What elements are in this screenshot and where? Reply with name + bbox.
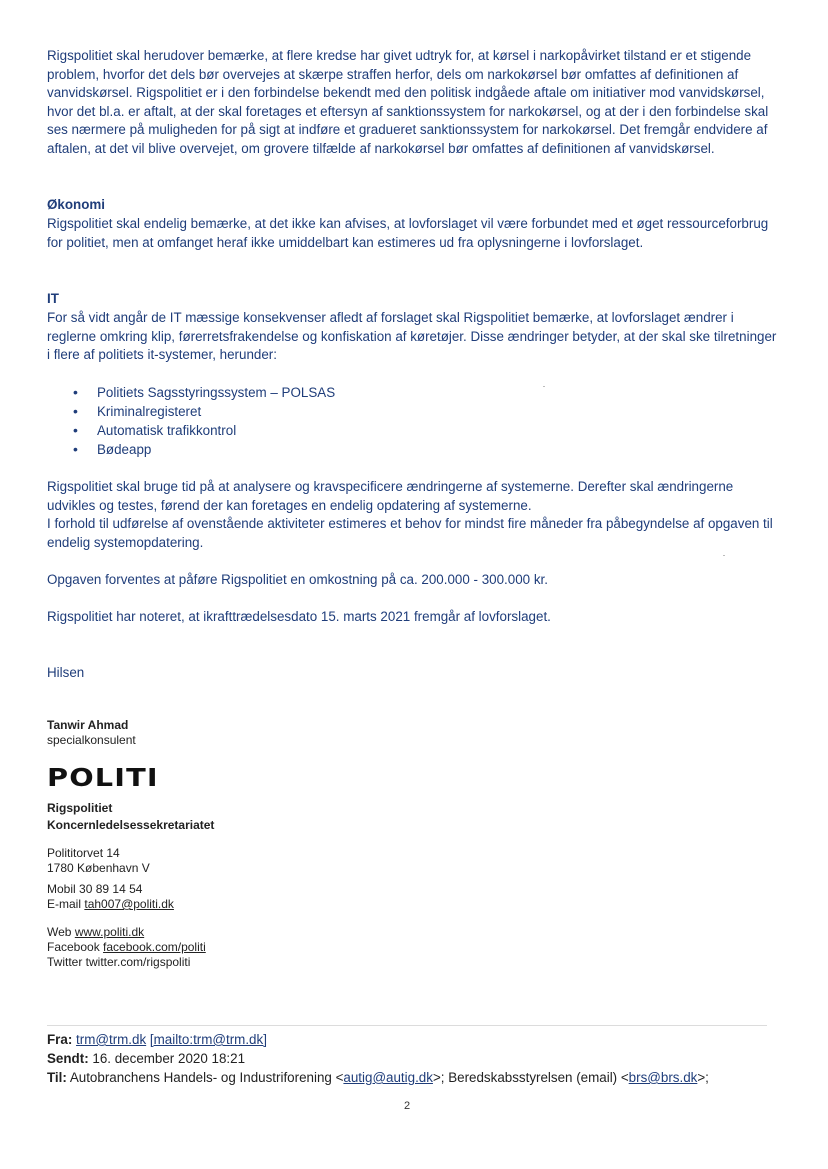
to-email-link-2[interactable]: brs@brs.dk — [628, 1070, 698, 1085]
heading-it: IT — [47, 291, 59, 306]
scan-speck — [543, 386, 545, 387]
signature-department: Koncernledelsessekretariatet — [47, 818, 215, 832]
paragraph-cost: Opgaven forventes at påføre Rigspolitiet en omkostning på ca. 200.000 - 300.000 kr. — [47, 572, 548, 587]
from-email-link[interactable]: trm@trm.dk — [76, 1032, 147, 1047]
list-item: • Politiets Sagsstyringssystem – POLSAS — [47, 383, 335, 402]
signature-web: Web www.politi.dk — [47, 925, 145, 939]
web-link[interactable]: www.politi.dk — [74, 925, 145, 939]
signature-facebook: Facebook facebook.com/politi — [47, 940, 206, 954]
signature-address-street: Polititorvet 14 — [47, 846, 120, 860]
from-mailto-link[interactable]: [mailto:trm@trm.dk] — [149, 1032, 267, 1047]
signature-twitter: Twitter twitter.com/rigspoliti — [47, 955, 191, 969]
email-from: Fra: trm@trm.dk [mailto:trm@trm.dk] — [47, 1032, 267, 1047]
email-link[interactable]: tah007@politi.dk — [84, 897, 174, 911]
paragraph-it: For så vidt angår de IT mæssige konsekvenser afledt af forslaget skal Rigspolitiet bemærke, at lovforslaget ændrer i reglerne omkring klip, førerretsfrakendelse og konfiskation af køretøjer. Disse ændringer betyder, at der skal ske tilretninger i flere af politiets it-systemer, herunder: — [47, 310, 777, 363]
systems-list — [47, 383, 335, 459]
heading-okonomi: Økonomi — [47, 197, 106, 212]
scan-speck — [723, 555, 725, 556]
email-sent: Sendt: 16. december 2020 18:21 — [47, 1051, 246, 1066]
to-email-link-1[interactable]: autig@autig.dk — [343, 1070, 433, 1085]
list-item: • Kriminalregisteret — [47, 402, 335, 421]
signature-email: E-mail tah007@politi.dk — [47, 897, 174, 911]
facebook-link[interactable]: facebook.com/politi — [103, 940, 206, 954]
paragraph-narkokorsel: Rigspolitiet skal herudover bemærke, at flere kredse har givet udtryk for, at kørsel i narkopåvirket tilstand er et stigende problem, hvorfor det dels bør overvejes at skærpe straffen herfor, dels om narkokørsel bør omfattes af definitionen af vanvidskørsel. Rigspolitiet er i den forbindelse bekendt med den politisk indgåede aftale om initiativer mod vanvidskørsel, hvor det bl.a. er aftalt, at der skal foretages et eftersyn af sanktionssystem for narkokørsel, og at der i den forbindelse skal ses nærmere på muligheden for på sigt at indføre et gradueret sanktionssystem for narkokørsel. Det fremgår endvidere af aftalen, at det vil blive overvejet, om grovere tilfælde af narkokørsel bør omfattes af definitionen af vanvidskørsel. — [47, 48, 769, 156]
page-number: 2 — [404, 1100, 411, 1112]
greeting: Hilsen — [47, 665, 85, 680]
email-to: Til: Autobranchens Handels- og Industriforening <autig@autig.dk>; Beredskabsstyrelsen (email) <brs@brs.dk>; — [47, 1070, 709, 1085]
list-item: • Bødeapp — [47, 440, 335, 459]
signature-mobile: Mobil 30 89 14 54 — [47, 882, 143, 896]
list-item: • Automatisk trafikkontrol — [47, 421, 335, 440]
paragraph-date: Rigspolitiet har noteret, at ikrafttrædelsesdato 15. marts 2021 fremgår af lovforslaget. — [47, 609, 551, 624]
signature-title: specialkonsulent — [47, 733, 136, 747]
paragraph-estimate: I forhold til udførelse af ovenstående aktiviteter estimeres et behov for mindst fire måneder fra påbegyndelse af opgaven til endelig systemopdatering. — [47, 516, 773, 550]
divider — [47, 1025, 767, 1026]
politi-logo: POLITI — [47, 763, 159, 792]
signature-address-city: 1780 København V — [47, 861, 150, 875]
signature-org: Rigspolitiet — [47, 801, 113, 815]
signature-name: Tanwir Ahmad — [47, 718, 129, 732]
paragraph-analysis: Rigspolitiet skal bruge tid på at analysere og kravspecificere ændringerne af systemerne. Derefter skal ændringerne udvikles og testes, førend der kan foretages en endelig opdatering af systemerne. — [47, 479, 734, 513]
paragraph-okonomi: Rigspolitiet skal endelig bemærke, at det ikke kan afvises, at lovforslaget vil være forbundet med et øget ressourceforbrug for politiet, men at omfanget heraf ikke umiddelbart kan estimeres ud fra oplysningerne i lovforslaget. — [47, 216, 769, 250]
